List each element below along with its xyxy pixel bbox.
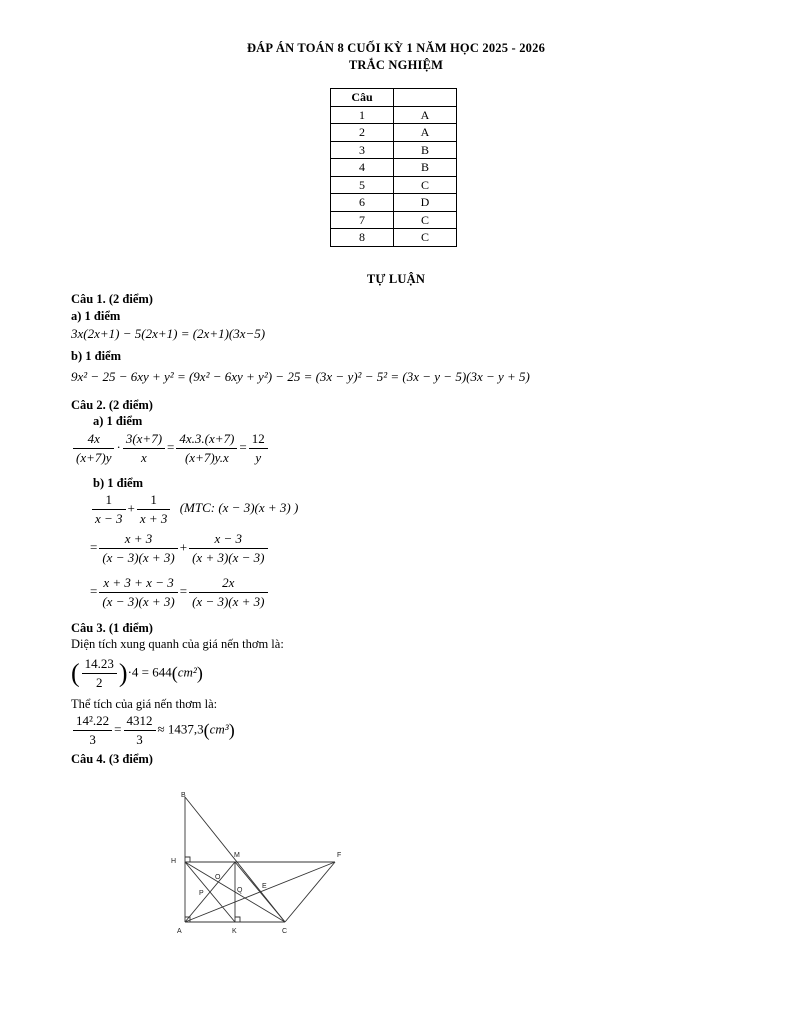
figure-lines [185,797,335,922]
fraction: $\frac{1}{x - 3}$ [92,492,126,527]
q1-b-expression: 9x² − 25 − 6xy + y² = (9x² − 6xy + y²) − 25 = (3x − y)² − 5² = (3x − y − 5)(3x − y + 5) [71,369,530,384]
table-row [331,124,457,142]
table-row [331,106,457,124]
q2-heading: Câu 2. (2 điểm) [71,398,153,412]
fraction: $\frac{\text{14².22}}{3}$ [73,713,112,748]
point-label-m: M [234,852,240,859]
q3-heading: Câu 3. (1 điểm) [71,621,153,635]
question-number: 2 [331,124,394,142]
fraction: $\frac{14.23}{2}$ [82,656,117,691]
answer-letter: C [394,211,457,229]
question-number: 4 [331,159,394,177]
table-row [331,229,457,247]
point-label-h: H [171,858,177,865]
fraction: $\frac{3(x+7)}{x}$ [123,431,165,466]
table-row [331,159,457,177]
answer-letter: D [394,194,457,212]
point-label-q: Q [237,887,243,894]
fraction: $\frac{12}{y}$ [249,431,268,466]
answer-letter: C [394,176,457,194]
question-number: 7 [331,211,394,229]
volume-unit: cm³ [209,721,229,737]
common-denominator-note: (MTC: (x − 3)(x + 3) ) [179,500,299,516]
point-label-f: F [337,852,342,859]
question-number: 8 [331,229,394,247]
answer-letter: B [394,141,457,159]
section-title-essay: TỰ LUẬN [366,272,426,286]
answer-table [330,88,457,247]
point-labels [171,792,341,935]
q1-b-label: b) 1 điểm [71,349,121,363]
page-title: ĐÁP ÁN TOÁN 8 CUỐI KỲ 1 NĂM HỌC 2025 - 2026 [246,41,546,55]
q4-heading: Câu 4. (3 điểm) [71,752,153,766]
q3-volume-expression: $\frac{\text{14².22}}{3}$ = $\frac{4312}{3}$ ≈ 1437,3(cm³) [71,713,235,748]
fraction: $\frac{2x}{(x - 3)(x + 3)}$ [189,575,267,610]
q2-b-label: b) 1 điểm [93,476,143,490]
q2-b-line1: $\frac{1}{x - 3}$ + $\frac{1}{x + 3}$ (MTC: (x − 3)(x + 3) ) [90,492,298,527]
q1-heading: Câu 1. (2 điểm) [71,292,153,306]
q1-a-label: a) 1 điểm [71,309,121,323]
fraction: $\frac{1}{x + 3}$ [137,492,171,527]
answer-letter: B [394,159,457,177]
table-row [331,141,457,159]
section-title-mcq: TRẮC NGHIỆM [348,58,444,72]
point-label-k: K [232,928,237,935]
point-label-a: A [177,928,182,935]
q1-a-expression: 3x(2x+1) − 5(2x+1) = (2x+1)(3x−5) [71,326,266,341]
table-row [331,211,457,229]
question-number: 1 [331,106,394,124]
area-unit: cm² [177,664,197,680]
q3-area-text: Diện tích xung quanh của giá nến thơm là: [71,637,284,651]
geometry-figure [165,785,355,940]
fraction: $\frac{x - 3}{(x + 3)(x - 3)}$ [189,531,267,566]
q2-b-line3: = $\frac{x + 3 + x - 3}{(x - 3)(x + 3)}$ = $\frac{2x}{(x - 3)(x + 3)}$ [90,575,270,610]
answer-letter: A [394,106,457,124]
point-label-c: C [282,928,288,935]
question-number: 6 [331,194,394,212]
q3-area-expression: ( $\frac{14.23}{2}$ )·4 = 644(cm²) [71,656,203,690]
answer-letter: C [394,229,457,247]
point-label-p: P [199,890,204,897]
table-row [331,176,457,194]
header-cell [394,89,457,107]
answer-letter: A [394,124,457,142]
question-number: 3 [331,141,394,159]
fraction: $\frac{x + 3}{(x - 3)(x + 3)}$ [99,531,177,566]
point-label-e: E [262,883,267,890]
q3-volume-text: Thể tích của giá nến thơm là: [71,697,218,711]
fraction: $\frac{4x.3.(x+7)}{(x+7)y.x}$ [176,431,237,466]
header-cell: Câu [331,89,394,107]
q2-a-label: a) 1 điểm [93,414,143,428]
fraction: $\frac{4312}{3}$ [124,713,156,748]
point-label-o: O [215,874,221,881]
table-row [331,194,457,212]
point-label-b: B [181,792,186,799]
question-number: 5 [331,176,394,194]
q2-b-line2: = $\frac{x + 3}{(x - 3)(x + 3)}$ + $\frac{x - 3}{(x + 3)(x - 3)}$ [90,531,270,566]
table-header-row [331,89,457,107]
fraction: $\frac{4x}{(x+7)y}$ [73,431,114,466]
q2-a-expression: $\frac{4x}{(x+7)y}$ · $\frac{3(x+7)}{x}$ = $\frac{4x.3.(x+7)}{(x+7)y.x}$ = $\frac{12}{y}$ [71,431,270,466]
fraction: $\frac{x + 3 + x - 3}{(x - 3)(x + 3)}$ [99,575,177,610]
